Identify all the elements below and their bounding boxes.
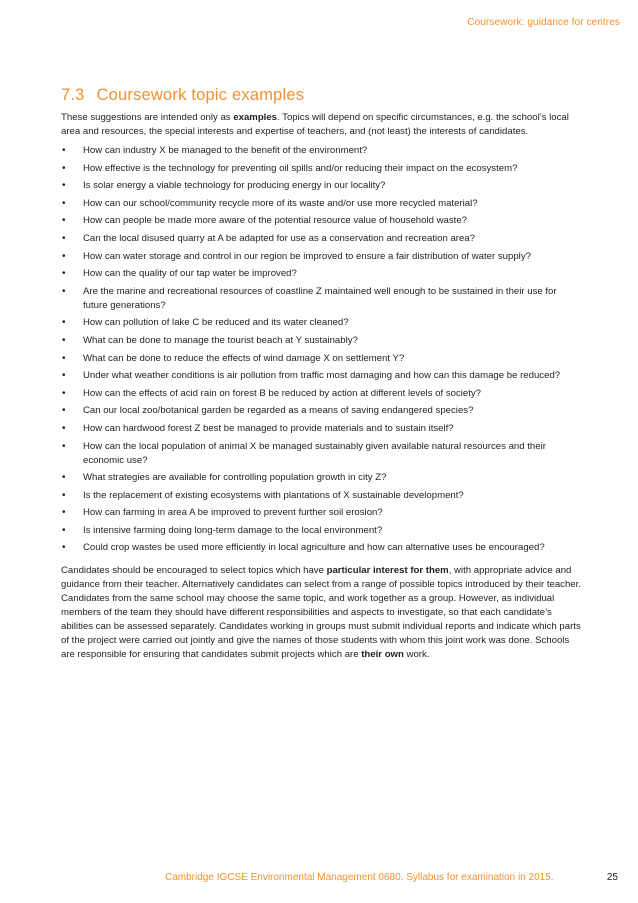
- topic-item: • How can the local population of animal X be managed sustainably given available natural resources and their economic use?: [61, 440, 581, 468]
- closing-bold-2: their own: [361, 649, 404, 661]
- topic-item: • How can the effects of acid rain on forest B be reduced by action at different levels of society?: [61, 387, 581, 401]
- topic-item: • How can people be made more aware of the potential resource value of household waste?: [61, 214, 581, 228]
- section-title: Coursework topic examples: [96, 86, 305, 104]
- intro-paragraph: [61, 111, 581, 139]
- footer-text: Cambridge IGCSE Environmental Management 0680. Syllabus for examination in 2015.: [165, 872, 554, 883]
- topic-item: • Can our local zoo/botanical garden be regarded as a means of saving endangered species?: [61, 404, 581, 418]
- topic-list: [61, 144, 581, 555]
- topic-item: • How can the quality of our tap water be improved?: [61, 267, 581, 281]
- topic-item: • Can the local disused quarry at A be adapted for use as a conservation and recreation area?: [61, 232, 581, 246]
- topic-item: • How can water storage and control in our region be improved to ensure a fair distribution of water supply?: [61, 250, 581, 264]
- section-number: 7.3: [61, 86, 85, 104]
- main-content: [61, 86, 581, 662]
- closing-paragraph: [61, 564, 581, 662]
- topic-item: • How can our school/community recycle more of its waste and/or use more recycled material?: [61, 197, 581, 211]
- topic-item: • What can be done to manage the tourist beach at Y sustainably?: [61, 334, 581, 348]
- intro-bold: examples: [233, 112, 278, 123]
- intro-text-2: . Topics will depend on specific circumstances, e.g. the school’s local area and resources, the special interests and expertise of teachers, and (not least) the interests of candidates.: [61, 112, 569, 137]
- topic-item: • Is the replacement of existing ecosystems with plantations of X sustainable development?: [61, 489, 581, 503]
- topic-item: • How can pollution of lake C be reduced and its water cleaned?: [61, 316, 581, 330]
- closing-bold-1: particular interest for them: [326, 565, 449, 577]
- topic-item: • How effective is the technology for preventing oil spills and/or reducing their impact on the ecosystem?: [61, 162, 581, 176]
- topic-item: • Are the marine and recreational resources of coastline Z maintained well enough to be sustained in their use for future generations?: [61, 285, 581, 313]
- closing-text-3: work.: [403, 649, 430, 661]
- topic-item: • Is intensive farming doing long-term damage to the local environment?: [61, 524, 581, 538]
- topic-item: • What strategies are available for controlling population growth in city Z?: [61, 471, 581, 485]
- topic-item: • How can industry X be managed to the benefit of the environment?: [61, 144, 581, 158]
- topic-item: • Is solar energy a viable technology for producing energy in our locality?: [61, 179, 581, 193]
- topic-item: • Could crop wastes be used more efficiently in local agriculture and how can alternative uses be encouraged?: [61, 541, 581, 555]
- section-heading: [61, 86, 581, 105]
- running-header: Coursework: guidance for centres: [467, 17, 620, 28]
- topic-item: • Under what weather conditions is air pollution from traffic most damaging and how can this damage be reduced?: [61, 369, 581, 383]
- topic-item: • What can be done to reduce the effects of wind damage X on settlement Y?: [61, 352, 581, 366]
- topic-item: • How can farming in area A be improved to prevent further soil erosion?: [61, 506, 581, 520]
- topic-item: • How can hardwood forest Z best be managed to provide materials and to sustain itself?: [61, 422, 581, 436]
- closing-text-2: , with appropriate advice and guidance from their teacher. Alternatively candidates can select from a range of possible topics introduced by their teacher. Candidates from the same school may choose the same topic, and work together as a group. However, as individual members of the team they should have different responsibilities and aspects to investigate, so that each candidate’s abilities can be assessed separately. Candidates working in groups must submit individual reports and indicate which parts of the project were carried out jointly and give the names of those students with whom this joint work was done. Schools are responsible for ensuring that candidates submit projects which are: [61, 565, 581, 661]
- intro-text-1: These suggestions are intended only as: [61, 112, 234, 123]
- closing-text-1: Candidates should be encouraged to select topics which have: [61, 565, 327, 577]
- page-number: 25: [606, 872, 618, 883]
